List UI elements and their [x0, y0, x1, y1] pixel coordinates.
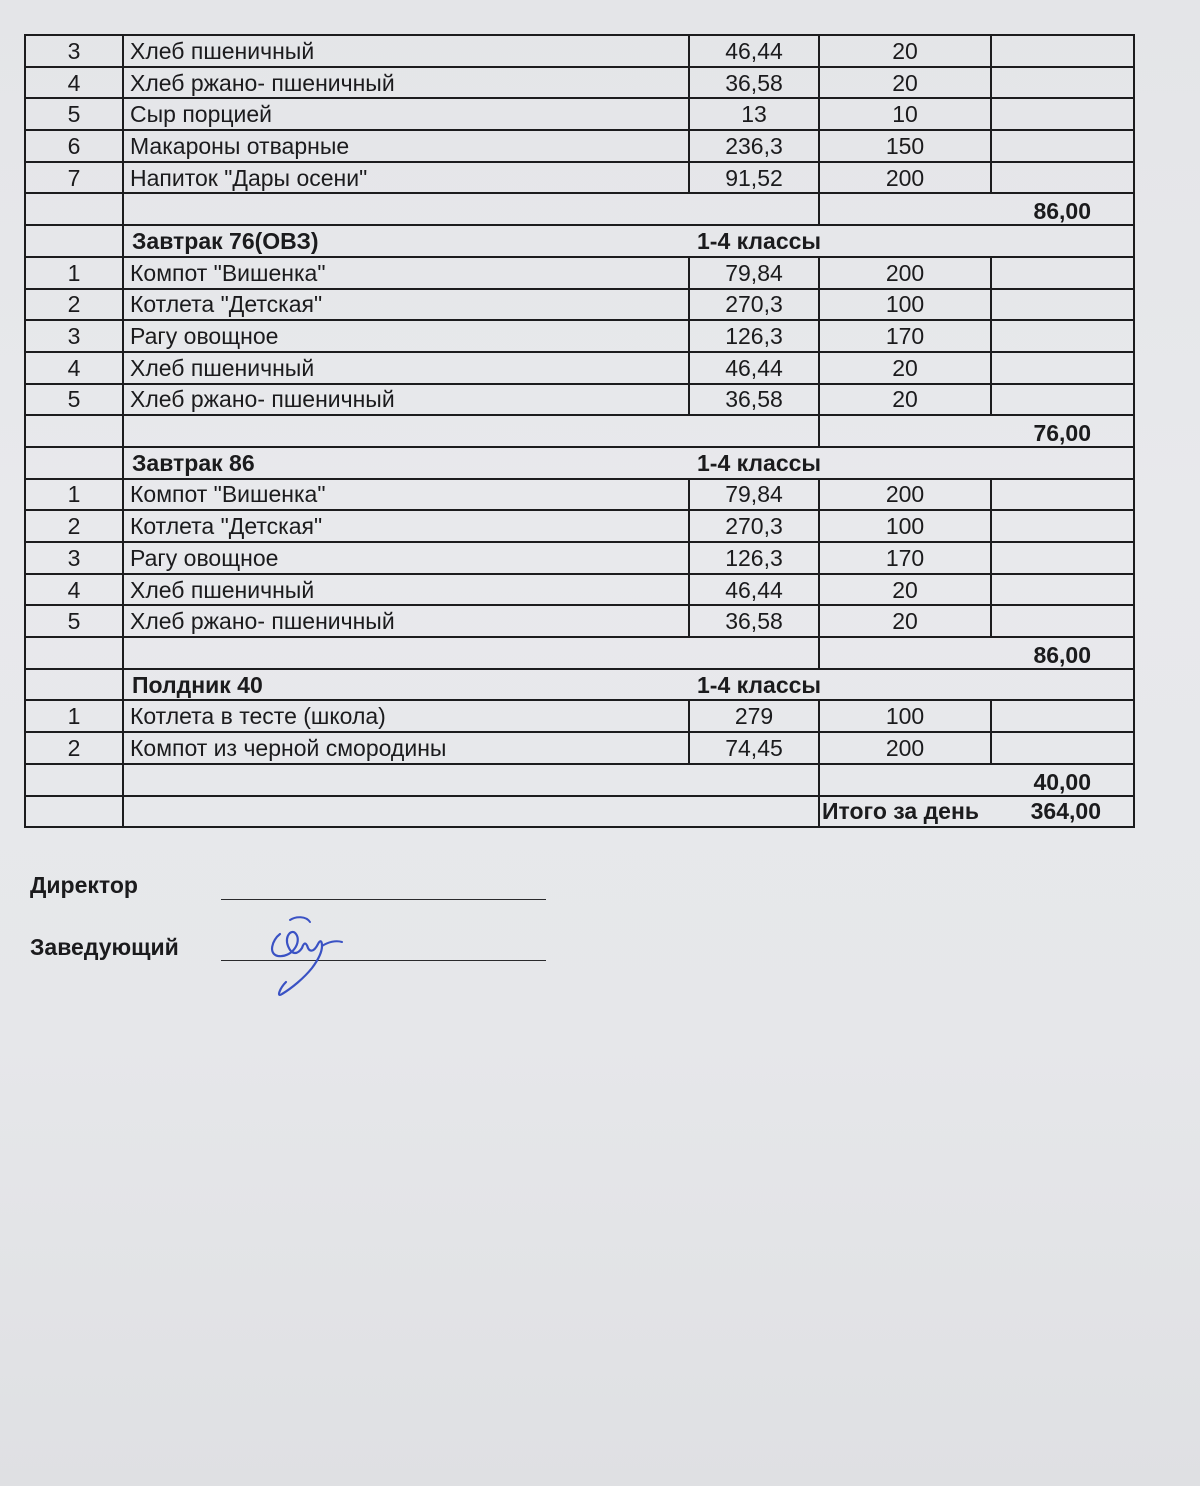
dish-name: Сыр порцией: [123, 98, 689, 130]
price-cell: [991, 732, 1134, 764]
grand-total-label: Итого за день: [819, 796, 991, 828]
dish-kcal: 79,84: [689, 257, 819, 289]
price-cell: [991, 700, 1134, 732]
dish-weight: 20: [819, 67, 991, 99]
section-total: 86,00: [819, 193, 1134, 225]
table-row: [25, 130, 1134, 162]
price-cell: [991, 67, 1134, 99]
price-cell: [991, 35, 1134, 67]
empty-cell: [123, 796, 819, 828]
empty-cell: [25, 764, 123, 796]
dish-name: Хлеб пшеничный: [123, 35, 689, 67]
price-cell: [991, 605, 1134, 637]
dish-name: Котлета в тесте (школа): [123, 700, 689, 732]
row-number: 3: [25, 320, 123, 352]
dish-name: Рагу овощное: [123, 542, 689, 574]
section-total: 40,00: [819, 764, 1134, 796]
section-title: Завтрак 76(ОВЗ): [123, 225, 689, 257]
table-row: [25, 510, 1134, 542]
empty-cell: [25, 637, 123, 669]
table-row: [25, 574, 1134, 606]
section-total: 76,00: [819, 415, 1134, 447]
row-number: 1: [25, 257, 123, 289]
dish-name: Котлета "Детская": [123, 289, 689, 321]
section-total-row: [25, 193, 1134, 225]
dish-kcal: 126,3: [689, 320, 819, 352]
grand-total-row: [25, 796, 1134, 828]
row-number: 2: [25, 510, 123, 542]
dish-kcal: 74,45: [689, 732, 819, 764]
table-row: [25, 98, 1134, 130]
dish-kcal: 79,84: [689, 479, 819, 511]
dish-weight: 170: [819, 542, 991, 574]
director-signature-line: [221, 899, 546, 900]
row-number: 4: [25, 352, 123, 384]
price-cell: [991, 162, 1134, 194]
dish-weight: 200: [819, 257, 991, 289]
dish-kcal: 46,44: [689, 574, 819, 606]
table-row: [25, 67, 1134, 99]
row-number: 3: [25, 35, 123, 67]
dish-name: Напиток "Дары осени": [123, 162, 689, 194]
dish-name: Хлеб ржано- пшеничный: [123, 384, 689, 416]
row-number: 4: [25, 574, 123, 606]
row-number: 4: [25, 67, 123, 99]
table-row: [25, 257, 1134, 289]
dish-name: Хлеб ржано- пшеничный: [123, 605, 689, 637]
dish-weight: 20: [819, 605, 991, 637]
dish-name: Компот "Вишенка": [123, 257, 689, 289]
section-total-row: [25, 764, 1134, 796]
dish-name: Хлеб пшеничный: [123, 574, 689, 606]
section-title: Завтрак 86: [123, 447, 689, 479]
dish-name: Котлета "Детская": [123, 510, 689, 542]
dish-weight: 10: [819, 98, 991, 130]
row-number: 1: [25, 700, 123, 732]
table-row: [25, 605, 1134, 637]
dish-kcal: 91,52: [689, 162, 819, 194]
section-header-row: [25, 225, 1134, 257]
empty-cell: [123, 637, 819, 669]
empty-cell: [123, 415, 819, 447]
price-cell: [991, 352, 1134, 384]
dish-name: Макароны отварные: [123, 130, 689, 162]
dish-weight: 170: [819, 320, 991, 352]
price-cell: [991, 479, 1134, 511]
table-row: [25, 542, 1134, 574]
price-cell: [991, 542, 1134, 574]
dish-weight: 20: [819, 574, 991, 606]
empty-cell: [123, 193, 819, 225]
table-row: [25, 384, 1134, 416]
price-cell: [991, 289, 1134, 321]
dish-weight: 200: [819, 732, 991, 764]
dish-kcal: 13: [689, 98, 819, 130]
table-row: [25, 732, 1134, 764]
dish-kcal: 279: [689, 700, 819, 732]
section-grade: 1-4 классы: [689, 225, 1134, 257]
row-number: 7: [25, 162, 123, 194]
handwritten-signature: [262, 912, 352, 998]
empty-cell: [25, 225, 123, 257]
empty-cell: [123, 764, 819, 796]
dish-weight: 100: [819, 700, 991, 732]
price-cell: [991, 98, 1134, 130]
row-number: 6: [25, 130, 123, 162]
row-number: 2: [25, 289, 123, 321]
dish-name: Рагу овощное: [123, 320, 689, 352]
dish-name: Компот из черной смородины: [123, 732, 689, 764]
dish-kcal: 270,3: [689, 289, 819, 321]
row-number: 3: [25, 542, 123, 574]
dish-weight: 150: [819, 130, 991, 162]
dish-kcal: 46,44: [689, 352, 819, 384]
grand-total-value: 364,00: [991, 796, 1134, 828]
section-total-row: [25, 637, 1134, 669]
table-row: [25, 700, 1134, 732]
price-cell: [991, 384, 1134, 416]
empty-cell: [25, 447, 123, 479]
empty-cell: [25, 193, 123, 225]
dish-kcal: 36,58: [689, 67, 819, 99]
section-total-row: [25, 415, 1134, 447]
dish-weight: 100: [819, 510, 991, 542]
menu-table: [24, 34, 1135, 828]
dish-weight: 200: [819, 162, 991, 194]
table-row: [25, 35, 1134, 67]
table-row: [25, 289, 1134, 321]
dish-weight: 20: [819, 384, 991, 416]
dish-weight: 100: [819, 289, 991, 321]
dish-kcal: 126,3: [689, 542, 819, 574]
director-label: Директор: [30, 872, 138, 898]
dish-kcal: 36,58: [689, 384, 819, 416]
dish-name: Хлеб ржано- пшеничный: [123, 67, 689, 99]
section-grade: 1-4 классы: [689, 447, 1134, 479]
dish-kcal: 270,3: [689, 510, 819, 542]
dish-name: Компот "Вишенка": [123, 479, 689, 511]
empty-cell: [25, 669, 123, 701]
section-header-row: [25, 447, 1134, 479]
table-row: [25, 352, 1134, 384]
table-row: [25, 479, 1134, 511]
row-number: 5: [25, 98, 123, 130]
dish-name: Хлеб пшеничный: [123, 352, 689, 384]
table-row: [25, 320, 1134, 352]
dish-kcal: 46,44: [689, 35, 819, 67]
dish-weight: 20: [819, 35, 991, 67]
dish-kcal: 236,3: [689, 130, 819, 162]
price-cell: [991, 130, 1134, 162]
row-number: 5: [25, 605, 123, 637]
dish-weight: 200: [819, 479, 991, 511]
empty-cell: [25, 415, 123, 447]
price-cell: [991, 320, 1134, 352]
row-number: 1: [25, 479, 123, 511]
dish-kcal: 36,58: [689, 605, 819, 637]
section-grade: 1-4 классы: [689, 669, 1134, 701]
price-cell: [991, 257, 1134, 289]
price-cell: [991, 510, 1134, 542]
section-total: 86,00: [819, 637, 1134, 669]
table-row: [25, 162, 1134, 194]
manager-label: Заведующий: [30, 934, 179, 960]
dish-weight: 20: [819, 352, 991, 384]
row-number: 2: [25, 732, 123, 764]
row-number: 5: [25, 384, 123, 416]
price-cell: [991, 574, 1134, 606]
section-title: Полдник 40: [123, 669, 689, 701]
empty-cell: [25, 796, 123, 828]
section-header-row: [25, 669, 1134, 701]
